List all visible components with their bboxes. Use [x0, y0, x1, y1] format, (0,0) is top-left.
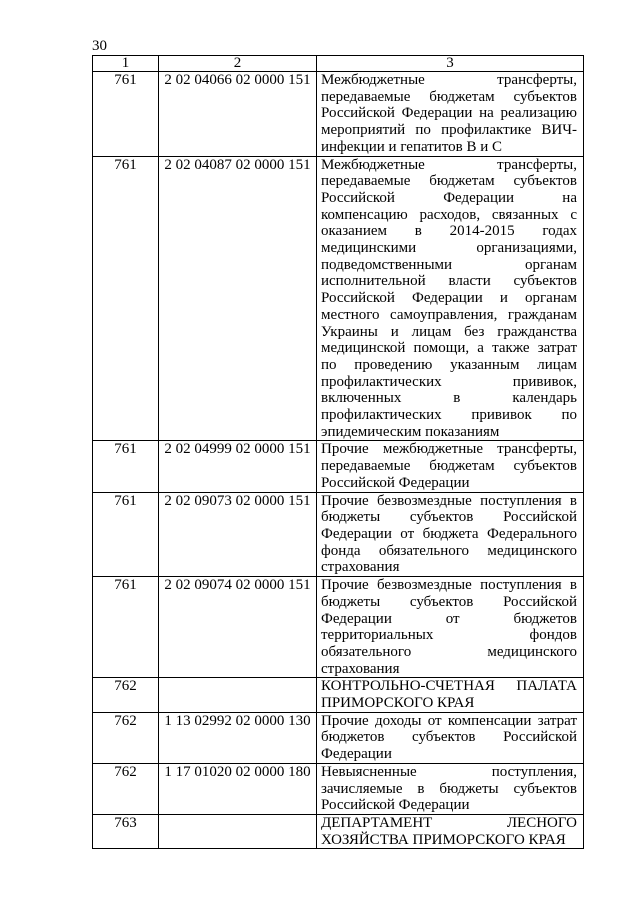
table-row	[93, 441, 584, 492]
admin-code-cell: 761	[93, 577, 159, 678]
table-row	[93, 814, 584, 848]
description-cell: Прочие межбюджетные трансферты, передаваемые бюджетам субъектов Российской Федерации	[317, 441, 584, 492]
admin-code-cell: 763	[93, 814, 159, 848]
page-number: 30	[92, 38, 107, 54]
budget-code-cell: 1 13 02992 02 0000 130	[159, 712, 317, 763]
admin-code-cell: 761	[93, 156, 159, 441]
admin-code-cell: 762	[93, 763, 159, 814]
description-cell: Межбюджетные трансферты, передаваемые бюджетам субъектов Российской Федерации на компенсацию расходов, связанных с оказанием в 2014-2015 годах медицинскими организациями, подведомственными органам исполнительной власти субъектов Российской Федерации и органам местного самоуправления, гражданам Украины и лицам без гражданства медицинской помощи, а также затрат по проведению указанным лицам профилактических прививок, включенных в календарь профилактических прививок по эпидемическим показаниям	[317, 156, 584, 441]
table-row	[93, 577, 584, 678]
column-header-1: 1	[93, 56, 159, 72]
description-cell: Прочие доходы от компенсации затрат бюджетов субъектов Российской Федерации	[317, 712, 584, 763]
budget-code-cell: 2 02 09074 02 0000 151	[159, 577, 317, 678]
table-row	[93, 712, 584, 763]
table-row	[93, 72, 584, 157]
budget-code-cell	[159, 678, 317, 712]
table-row	[93, 156, 584, 441]
admin-code-cell: 761	[93, 72, 159, 157]
admin-code-cell: 762	[93, 678, 159, 712]
description-cell: Невыясненные поступления, зачисляемые в бюджеты субъектов Российской Федерации	[317, 763, 584, 814]
budget-code-cell: 2 02 04087 02 0000 151	[159, 156, 317, 441]
description-cell: Межбюджетные трансферты, передаваемые бюджетам субъектов Российской Федерации на реализацию мероприятий по профилактике ВИЧ-инфекции и гепатитов В и С	[317, 72, 584, 157]
table-row	[93, 492, 584, 577]
description-cell: Прочие безвозмездные поступления в бюджеты субъектов Российской Федерации от бюджетов территориальных фондов обязательного медицинского страхования	[317, 577, 584, 678]
budget-code-cell: 2 02 04999 02 0000 151	[159, 441, 317, 492]
description-cell: Прочие безвозмездные поступления в бюджеты субъектов Российской Федерации от бюджета Федерального фонда обязательного медицинского страхования	[317, 492, 584, 577]
budget-codes-table	[92, 55, 584, 849]
admin-code-cell: 761	[93, 492, 159, 577]
admin-code-cell: 761	[93, 441, 159, 492]
budget-code-cell	[159, 814, 317, 848]
column-header-2: 2	[159, 56, 317, 72]
budget-code-cell: 2 02 09073 02 0000 151	[159, 492, 317, 577]
table-row	[93, 678, 584, 712]
budget-code-cell: 1 17 01020 02 0000 180	[159, 763, 317, 814]
table-header-row	[93, 56, 584, 72]
table-row	[93, 763, 584, 814]
budget-code-cell: 2 02 04066 02 0000 151	[159, 72, 317, 157]
column-header-3: 3	[317, 56, 584, 72]
description-cell: ДЕПАРТАМЕНТ ЛЕСНОГО ХОЗЯЙСТВА ПРИМОРСКОГО КРАЯ	[317, 814, 584, 848]
admin-code-cell: 762	[93, 712, 159, 763]
description-cell: КОНТРОЛЬНО-СЧЕТНАЯ ПАЛАТА ПРИМОРСКОГО КРАЯ	[317, 678, 584, 712]
